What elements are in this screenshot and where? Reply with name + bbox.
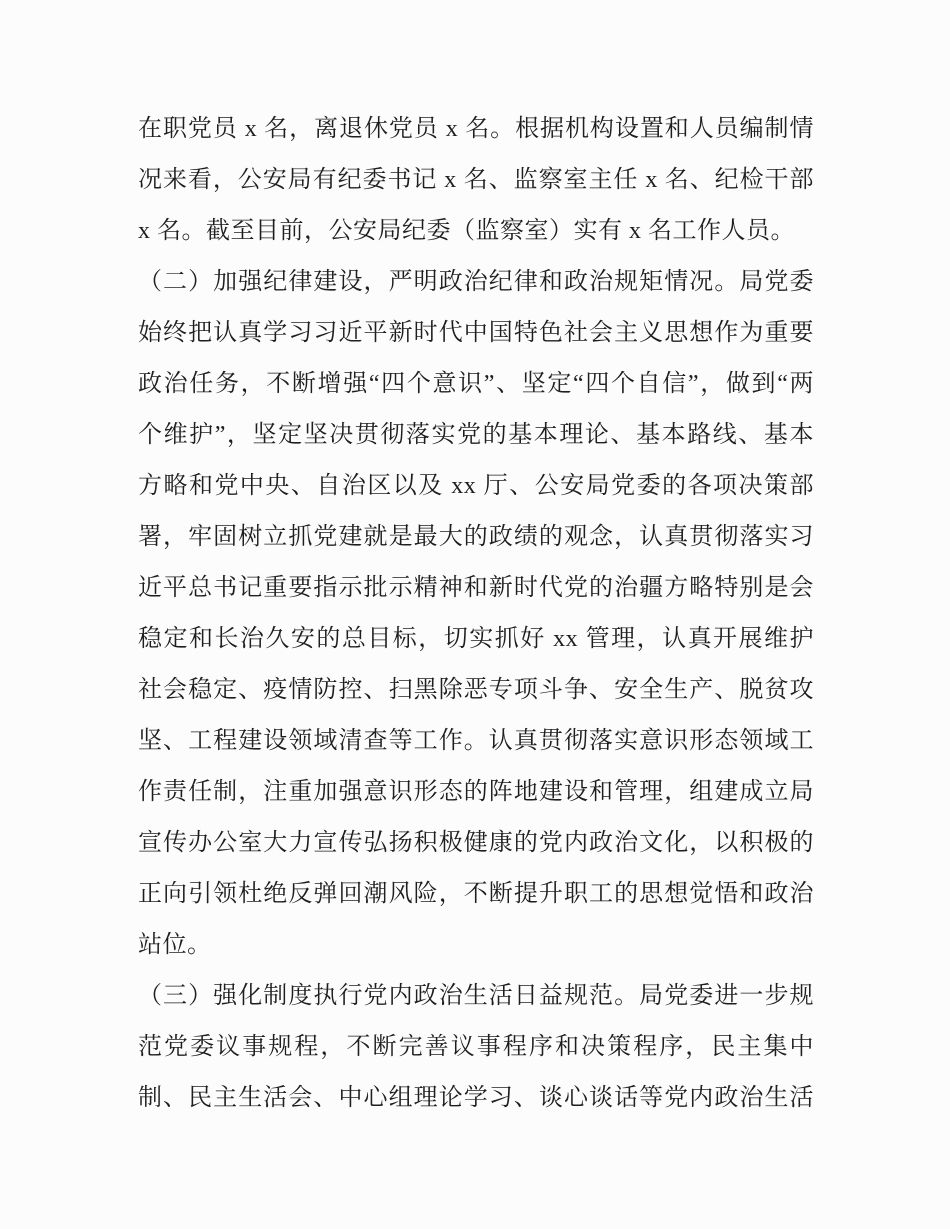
text-line: 作责任制，注重加强意识形态的阵地建设和管理，组建成立局 (138, 779, 814, 805)
text-line: 站位。 (138, 932, 212, 958)
text-line: 始终把认真学习习近平新时代中国特色社会主义思想作为重要 (138, 320, 814, 346)
text-line: （二）加强纪律建设，严明政治纪律和政治规矩情况。局党委 (138, 269, 814, 295)
text-line: 在职党员 x 名，离退休党员 x 名。根据机构设置和人员编制情 (138, 116, 814, 142)
text-line: 署，牢固树立抓党建就是最大的政绩的观念，认真贯彻落实习 (138, 524, 814, 550)
text-line: 范党委议事规程，不断完善议事程序和决策程序，民主集中 (138, 1034, 814, 1060)
text-line: 宣传办公室大力宣传弘扬积极健康的党内政治文化，以积极的 (138, 830, 814, 856)
text-line: 正向引领杜绝反弹回潮风险，不断提升职工的思想觉悟和政治 (138, 881, 814, 907)
text-line: 个维护”，坚定坚决贯彻落实党的基本理论、基本路线、基本 (138, 422, 814, 448)
text-line: x 名。截至目前，公安局纪委（监察室）实有 x 名工作人员。 (138, 218, 795, 244)
text-line: 稳定和长治久安的总目标，切实抓好 xx 管理，认真开展维护 (138, 626, 814, 652)
text-line: （三）强化制度执行党内政治生活日益规范。局党委进一步规 (138, 983, 814, 1009)
text-line: 社会稳定、疫情防控、扫黑除恶专项斗争、安全生产、脱贫攻 (138, 677, 814, 703)
text-line: 坚、工程建设领域清查等工作。认真贯彻落实意识形态领域工 (138, 728, 814, 754)
text-line: 况来看，公安局有纪委书记 x 名、监察室主任 x 名、纪检干部 (138, 167, 814, 193)
document-text-block (138, 104, 814, 1124)
text-line: 制、民主生活会、中心组理论学习、谈心谈话等党内政治生活 (138, 1085, 814, 1111)
text-line: 政治任务，不断增强“四个意识”、坚定“四个自信”，做到“两 (138, 371, 814, 397)
text-line: 近平总书记重要指示批示精神和新时代党的治疆方略特别是会 (138, 575, 814, 601)
text-line: 方略和党中央、自治区以及 xx 厅、公安局党委的各项决策部 (138, 473, 814, 499)
